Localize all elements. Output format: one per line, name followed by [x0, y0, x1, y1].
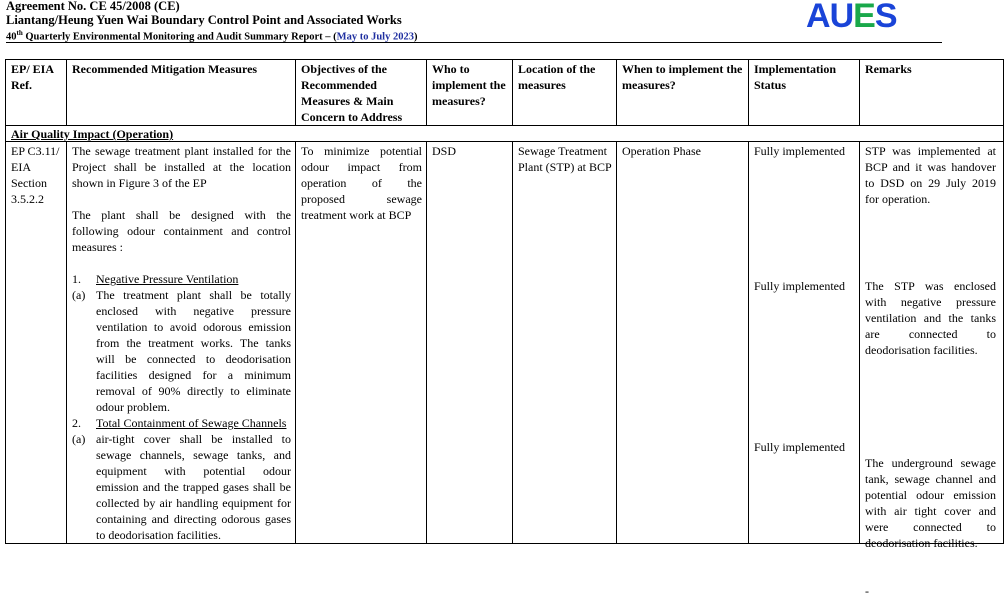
- cell-when: Operation Phase: [617, 142, 749, 544]
- table-header-row: [6, 60, 1004, 126]
- agreement-number: Agreement No. CE 45/2008 (CE): [6, 0, 180, 13]
- cell-status: Fully implemented Fully implemented Fully implemented: [749, 142, 860, 544]
- col-header-objectives: Objectives of the Recommended Measures & Main Concern to Address: [296, 60, 427, 126]
- cell-objective: To minimize potential odour impact from operation of the proposed sewage treatment work at BCP: [296, 142, 427, 544]
- report-title: 40th Quarterly Environmental Monitoring and Audit Summary Report – (May to July 2023): [6, 29, 418, 43]
- mitigation-measures-table: [5, 59, 1004, 598]
- col-header-remarks: Remarks: [860, 60, 1004, 126]
- header-divider: [6, 42, 942, 43]
- report-header: [6, 0, 417, 44]
- project-title: Liantang/Heung Yuen Wai Boundary Control Point and Associated Works: [6, 13, 402, 27]
- cell-location: Sewage Treatment Plant (STP) at BCP: [513, 142, 617, 544]
- col-header-status: Implementation Status: [749, 60, 860, 126]
- cell-ref: EP C3.11/ EIA Section 3.5.2.2: [6, 142, 67, 544]
- col-header-ref: EP/ EIA Ref.: [6, 60, 67, 126]
- col-header-when: When to implement the measures?: [617, 60, 749, 126]
- table-row: [6, 142, 1004, 544]
- measure-item-2a: (a) air-tight cover shall be installed to sewage channels, sewage tanks, and equipment with potential odour emission and the trapped gases shall be collected by air handling equipment for containing and directing odorous gases to deodorisation facilities.: [72, 432, 291, 542]
- measure-item-2: 2. Total Containment of Sewage Channels: [72, 416, 287, 430]
- report-period: May to July 2023: [336, 31, 414, 43]
- col-header-who: Who to implement the measures?: [427, 60, 513, 126]
- cell-remarks: STP was implemented at BCP and it was handover to DSD on 29 July 2019 for operation. The STP was enclosed with negative pressure ventilation and the tanks are connected to deodorisation facilities. The underground sewage tank, sewage channel and potential odour emission with air tight cover and were connected to deodorisation facilities. -: [860, 142, 1004, 544]
- measure-item-1a: (a) The treatment plant shall be totally enclosed with negative pressure ventilation to avoid odorous emission from the treatment works. The tanks will be connected to deodorisation facilities designed for a minimum removal of 90% directly to eliminate odour problem.: [72, 288, 291, 414]
- col-header-location: Location of the measures: [513, 60, 617, 126]
- cell-who: DSD: [427, 142, 513, 544]
- cell-measures: The sewage treatment plant installed for the Project shall be installed at the location shown in Figure 3 of the EP The plant shall be designed with the following odour containment and control measures : 1. Negative Pressure Ventilation (a) The treatment plant shall be totally enclosed with negative pressure ventilation to avoid odorous emission from the treatment works. The tanks will be connected to deodorisation facilities designed for a minimum removal of 90% directly to eliminate odour problem. 2. Total Containment of Sewage Channels (a) air-tight cover shall be installed to sewage channels, sewage tanks, and equipment with potential odour emission and the trapped gases shall be collected by air handling equipment for containing and directing odorous gases to deodorisation facilities.: [67, 142, 296, 544]
- measure-item-1: 1. Negative Pressure Ventilation: [72, 272, 239, 286]
- col-header-measures: Recommended Mitigation Measures: [67, 60, 296, 126]
- aues-logo: AUES: [806, 0, 897, 35]
- section-title: Air Quality Impact (Operation): [6, 126, 1004, 142]
- section-row: [6, 126, 1004, 142]
